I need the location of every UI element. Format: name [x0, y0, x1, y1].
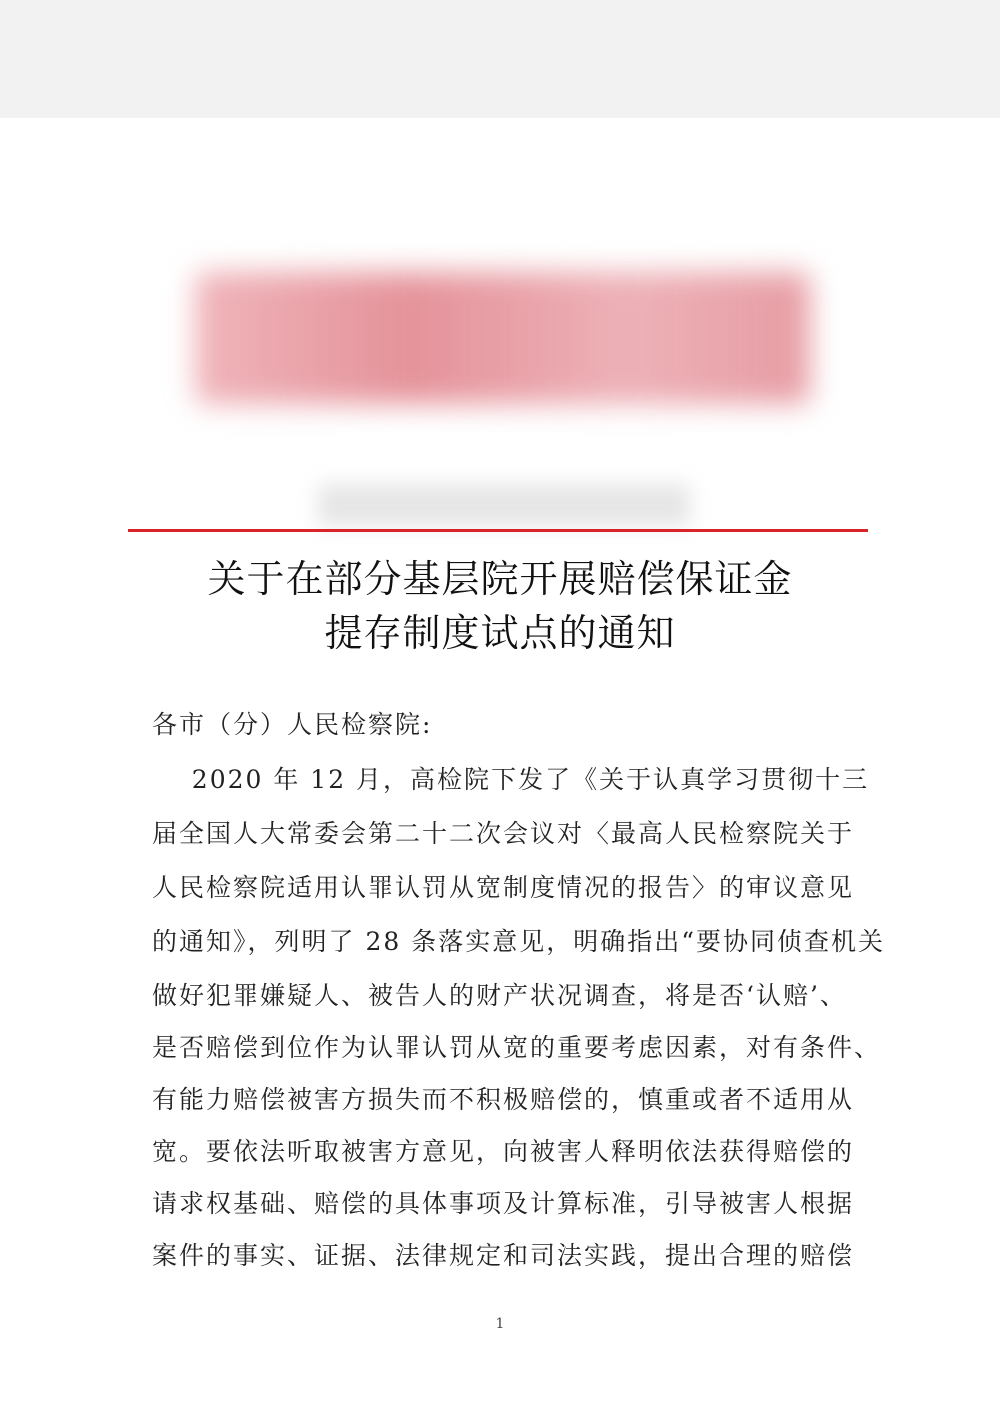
- redacted-document-number: [318, 484, 690, 526]
- redacted-issuer-header: [195, 272, 810, 404]
- body-line: 届全国人大常委会第二十二次会议对〈最高人民检察院关于: [152, 819, 855, 848]
- body-line: 请求权基础、赔偿的具体事项及计算标准，引导被害人根据: [152, 1189, 855, 1218]
- red-separator-rule: [128, 529, 868, 532]
- body-line: 做好犯罪嫌疑人、被告人的财产状况调查，将是否‘认赔’、: [152, 981, 847, 1010]
- body-line: 是否赔偿到位作为认罪认罚从宽的重要考虑因素，对有条件、: [152, 1033, 882, 1062]
- body-line: 2020 年 12 月，高检院下发了《关于认真学习贯彻十三: [152, 765, 870, 794]
- body-line: 人民检察院适用认罪认罚从宽制度情况的报告〉的审议意见: [152, 873, 855, 902]
- body-line: 的通知》，列明了 28 条落实意见，明确指出“要协同侦查机关: [152, 927, 885, 956]
- body-line: 案件的事实、证据、法律规定和司法实践，提出合理的赔偿: [152, 1241, 855, 1270]
- document-title-line-1: 关于在部分基层院开展赔偿保证金: [207, 557, 793, 601]
- page-number: 1: [495, 1316, 505, 1332]
- body-line: 宽。要依法听取被害方意见，向被害人释明依法获得赔偿的: [152, 1137, 855, 1166]
- body-line: 有能力赔偿被害方损失而不积极赔偿的，慎重或者不适用从: [152, 1085, 855, 1114]
- salutation: 各市（分）人民检察院:: [152, 710, 433, 739]
- document-title-line-2: 提存制度试点的通知: [324, 611, 676, 655]
